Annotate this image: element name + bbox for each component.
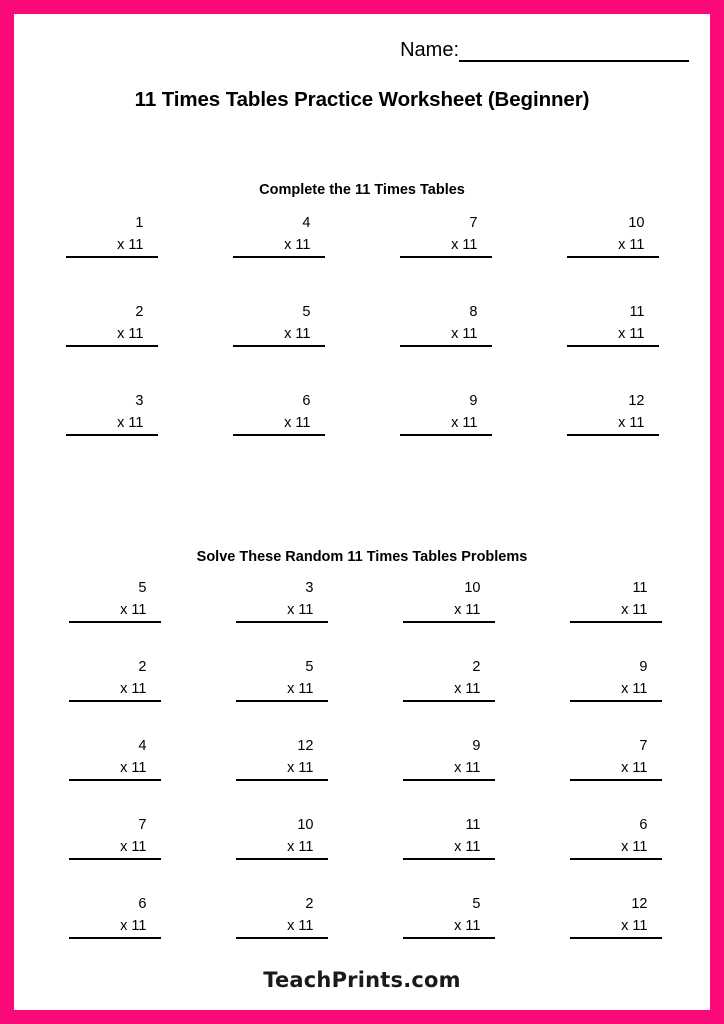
problem-multiplier: x 11 (621, 759, 648, 776)
answer-rule (236, 779, 328, 781)
answer-rule (400, 256, 492, 258)
answer-rule (69, 858, 161, 860)
problem-multiplier: x 11 (287, 759, 314, 776)
problem-operand: 5 (138, 580, 147, 596)
problem-item[interactable] (362, 581, 529, 623)
problem-operand: 4 (302, 215, 311, 231)
problem-operand: 6 (639, 817, 648, 833)
answer-rule (69, 621, 161, 623)
problem-multiplier: x 11 (284, 414, 311, 431)
problem-item[interactable] (362, 739, 529, 781)
problem-multiplier: x 11 (284, 236, 311, 253)
problem-multiplier: x 11 (451, 414, 478, 431)
problem-operand: 5 (472, 896, 481, 912)
name-input-blank[interactable] (459, 40, 689, 62)
problem-item[interactable] (529, 581, 696, 623)
problem-operand: 12 (297, 738, 314, 754)
problem-multiplier: x 11 (117, 236, 144, 253)
answer-rule (567, 345, 659, 347)
page-title: 11 Times Tables Practice Worksheet (Beginner) (134, 88, 590, 111)
problem-multiplier: x 11 (120, 838, 147, 855)
problem-multiplier: x 11 (120, 917, 147, 934)
problem-item[interactable] (529, 660, 696, 702)
problem-operand: 9 (472, 738, 481, 754)
problem-multiplier: x 11 (454, 759, 481, 776)
section-random-problems (28, 549, 696, 976)
problem-operand: 10 (297, 817, 314, 833)
problem-item[interactable] (362, 216, 529, 258)
problem-multiplier: x 11 (621, 680, 648, 697)
problem-operand: 9 (469, 393, 478, 409)
answer-rule (570, 937, 662, 939)
answer-rule (570, 700, 662, 702)
problem-multiplier: x 11 (618, 325, 645, 342)
answer-rule (233, 345, 325, 347)
answer-rule (236, 700, 328, 702)
problem-multiplier: x 11 (454, 838, 481, 855)
problem-item[interactable] (529, 739, 696, 781)
problem-multiplier: x 11 (287, 601, 314, 618)
answer-rule (403, 937, 495, 939)
answer-rule (570, 621, 662, 623)
problem-multiplier: x 11 (120, 601, 147, 618)
problem-grid-random (28, 581, 696, 976)
answer-rule (567, 256, 659, 258)
answer-rule (403, 858, 495, 860)
worksheet-sheet (14, 14, 710, 1010)
answer-rule (236, 937, 328, 939)
answer-rule (570, 779, 662, 781)
problem-multiplier: x 11 (454, 917, 481, 934)
problem-operand: 5 (302, 304, 311, 320)
answer-rule (66, 256, 158, 258)
problem-multiplier: x 11 (287, 838, 314, 855)
problem-operand: 2 (305, 896, 314, 912)
brand-name: TeachPrints.com (263, 968, 461, 992)
problem-operand: 7 (138, 817, 147, 833)
problem-item[interactable] (195, 305, 362, 347)
problem-operand: 12 (628, 393, 645, 409)
answer-rule (66, 345, 158, 347)
problem-item[interactable] (362, 660, 529, 702)
problem-multiplier: x 11 (287, 917, 314, 934)
problem-item[interactable] (28, 216, 195, 258)
problem-item[interactable] (529, 394, 696, 436)
problem-multiplier: x 11 (618, 414, 645, 431)
problem-multiplier: x 11 (287, 680, 314, 697)
problem-operand: 1 (135, 215, 144, 231)
problem-multiplier: x 11 (454, 601, 481, 618)
problem-operand: 7 (639, 738, 648, 754)
problem-item[interactable] (529, 305, 696, 347)
answer-rule (403, 621, 495, 623)
problem-operand: 10 (628, 215, 645, 231)
answer-rule (400, 434, 492, 436)
problem-item[interactable] (195, 394, 362, 436)
problem-multiplier: x 11 (451, 325, 478, 342)
problem-operand: 5 (305, 659, 314, 675)
answer-rule (403, 779, 495, 781)
problem-operand: 11 (629, 304, 645, 320)
answer-rule (400, 345, 492, 347)
answer-rule (69, 779, 161, 781)
problem-multiplier: x 11 (284, 325, 311, 342)
problem-multiplier: x 11 (117, 325, 144, 342)
problem-operand: 8 (469, 304, 478, 320)
problem-multiplier: x 11 (120, 680, 147, 697)
problem-item[interactable] (195, 581, 362, 623)
problem-multiplier: x 11 (120, 759, 147, 776)
problem-operand: 9 (639, 659, 648, 675)
problem-operand: 6 (302, 393, 311, 409)
problem-multiplier: x 11 (451, 236, 478, 253)
problem-item[interactable] (195, 216, 362, 258)
answer-rule (69, 700, 161, 702)
footer (14, 968, 710, 992)
problem-multiplier: x 11 (621, 917, 648, 934)
problem-item[interactable] (362, 394, 529, 436)
answer-rule (236, 858, 328, 860)
answer-rule (567, 434, 659, 436)
problem-item[interactable] (195, 660, 362, 702)
problem-operand: 2 (138, 659, 147, 675)
problem-item[interactable] (28, 394, 195, 436)
problem-item[interactable] (28, 660, 195, 702)
problem-item[interactable] (362, 897, 529, 939)
problem-operand: 3 (305, 580, 314, 596)
name-label: Name: (400, 39, 459, 61)
problem-item[interactable] (28, 305, 195, 347)
problem-item[interactable] (195, 897, 362, 939)
problem-operand: 11 (465, 817, 481, 833)
answer-rule (403, 700, 495, 702)
answer-rule (236, 621, 328, 623)
problem-operand: 6 (138, 896, 147, 912)
answer-rule (233, 256, 325, 258)
problem-multiplier: x 11 (621, 838, 648, 855)
problem-item[interactable] (28, 581, 195, 623)
problem-item[interactable] (28, 818, 195, 860)
name-field-row (28, 14, 696, 62)
section-complete-times-tables (28, 182, 696, 483)
problem-operand: 7 (469, 215, 478, 231)
problem-operand: 12 (631, 896, 648, 912)
problem-operand: 2 (135, 304, 144, 320)
section-heading-complete: Complete the 11 Times Tables (259, 182, 465, 198)
answer-rule (69, 937, 161, 939)
problem-operand: 2 (472, 659, 481, 675)
problem-multiplier: x 11 (618, 236, 645, 253)
problem-grid-complete (28, 216, 696, 483)
problem-item[interactable] (529, 818, 696, 860)
problem-multiplier: x 11 (621, 601, 648, 618)
problem-item[interactable] (195, 818, 362, 860)
problem-multiplier: x 11 (454, 680, 481, 697)
answer-rule (233, 434, 325, 436)
answer-rule (66, 434, 158, 436)
section-heading-random: Solve These Random 11 Times Tables Problems (196, 549, 528, 565)
problem-multiplier: x 11 (117, 414, 144, 431)
problem-item[interactable] (362, 305, 529, 347)
problem-item[interactable] (529, 216, 696, 258)
answer-rule (570, 858, 662, 860)
problem-item[interactable] (362, 818, 529, 860)
problem-item[interactable] (529, 897, 696, 939)
problem-operand: 10 (464, 580, 481, 596)
problem-operand: 4 (138, 738, 147, 754)
problem-item[interactable] (28, 739, 195, 781)
problem-item[interactable] (195, 739, 362, 781)
problem-operand: 3 (135, 393, 144, 409)
problem-item[interactable] (28, 897, 195, 939)
problem-operand: 11 (632, 580, 648, 596)
